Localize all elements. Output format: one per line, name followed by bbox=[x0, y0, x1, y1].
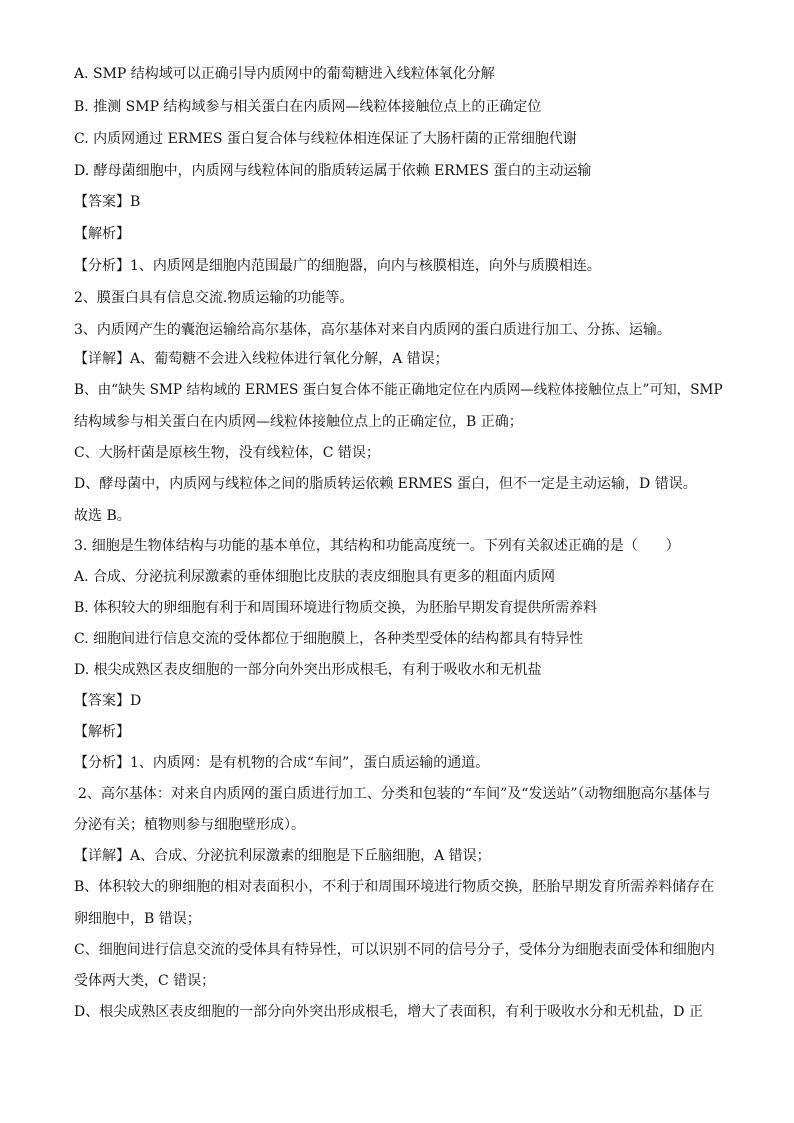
detail-q3-c-2: 受体两大类，C 错误； bbox=[74, 973, 216, 989]
detail-q3-a: 【详解】A、合成、分泌抗利尿激素的细胞是下丘脑细胞，A 错误； bbox=[74, 848, 491, 864]
analysis-q2-2: 2、膜蛋白具有信息交流.物质运输的功能等。 bbox=[74, 290, 354, 306]
detail-q2-b-2: 结构域参与相关蛋白在内质网—线粒体接触位点上的正确定位，B 正确； bbox=[74, 414, 523, 430]
analysis-q3-2-cont: 分泌有关；植物则参与细胞壁形成）。 bbox=[74, 817, 305, 833]
question-3-stem: 3. 细胞是生物体结构与功能的基本单位，其结构和功能高度统一。下列有关叙述正确的是（ ） bbox=[74, 538, 680, 554]
option-d-q3: D. 根尖成熟区表皮细胞的一部分向外突出形成根毛，有利于吸收水和无机盐 bbox=[74, 662, 542, 678]
analysis-q2-1: 【分析】1、内质网是细胞内范围最广的细胞器，向内与核膜相连，向外与质膜相连。 bbox=[74, 258, 601, 274]
detail-q3-b-2: 卵细胞中，B 错误； bbox=[74, 911, 201, 927]
answer-q2: 【答案】B bbox=[74, 194, 141, 210]
option-d-q2: D. 酵母菌细胞中，内质网与线粒体间的脂质转运属于依赖 ERMES 蛋白的主动运输 bbox=[74, 163, 592, 179]
choose-q2: 故选 B。 bbox=[74, 508, 131, 524]
detail-q3-c-1: C、细胞间进行信息交流的受体具有特异性，可以识别不同的信号分子，受体分为细胞表面受体和细胞内 bbox=[74, 942, 715, 958]
analysis-q2-3: 3、内质网产生的囊泡运输给高尔基体，高尔基体对来自内质网的蛋白质进行加工、分拣、运输。 bbox=[74, 322, 671, 338]
analysis-q3-1: 【分析】1、内质网：是有机物的合成“车间”，蛋白质运输的通道。 bbox=[74, 755, 490, 771]
option-c-q2: C. 内质网通过 ERMES 蛋白复合体与线粒体相连保证了大肠杆菌的正常细胞代谢 bbox=[74, 131, 577, 147]
answer-q3: 【答案】D bbox=[74, 693, 142, 709]
detail-q2-c: C、大肠杆菌是原核生物，没有线粒体，C 错误； bbox=[74, 445, 380, 461]
detail-q3-b-1: B、体积较大的卵细胞的相对表面积小，不利于和周围环境进行物质交换，胚胎早期发育所需养料储存在 bbox=[74, 879, 715, 895]
explanation-heading-q2: 【解析】 bbox=[74, 226, 130, 242]
detail-q2-b-1: B、由“缺失 SMP 结构域的 ERMES 蛋白复合体不能正确地定位在内质网—线粒体接触位点上”可知，SMP bbox=[74, 382, 723, 398]
option-b-q3: B. 体积较大的卵细胞有利于和周围环境进行物质交换，为胚胎早期发育提供所需养料 bbox=[74, 600, 598, 616]
detail-q2-a: 【详解】A、葡萄糖不会进入线粒体进行氧化分解，A 错误； bbox=[74, 351, 449, 367]
option-b-q2: B. 推测 SMP 结构域参与相关蛋白在内质网—线粒体接触位点上的正确定位 bbox=[74, 99, 542, 115]
option-a-q3: A. 合成、分泌抗利尿激素的垂体细胞比皮肤的表皮细胞具有更多的粗面内质网 bbox=[74, 569, 556, 585]
detail-q2-d: D、酵母菌中，内质网与线粒体之间的脂质转运依赖 ERMES 蛋白，但不一定是主动运输，D 错误。 bbox=[74, 476, 697, 492]
option-a-q2: A. SMP 结构域可以正确引导内质网中的葡萄糖进入线粒体氧化分解 bbox=[74, 66, 495, 82]
option-c-q3: C. 细胞间进行信息交流的受体都位于细胞膜上，各种类型受体的结构都具有特异性 bbox=[74, 631, 584, 647]
detail-q3-d: D、根尖成熟区表皮细胞的一部分向外突出形成根毛，增大了表面积，有利于吸收水分和无机盐，D 正 bbox=[74, 1004, 703, 1020]
analysis-q3-2: 2、高尔基体：对来自内质网的蛋白质进行加工、分类和包装的“车间”及“发送站”（动物细胞高尔基体与 bbox=[78, 786, 711, 802]
explanation-heading-q3: 【解析】 bbox=[74, 724, 130, 740]
